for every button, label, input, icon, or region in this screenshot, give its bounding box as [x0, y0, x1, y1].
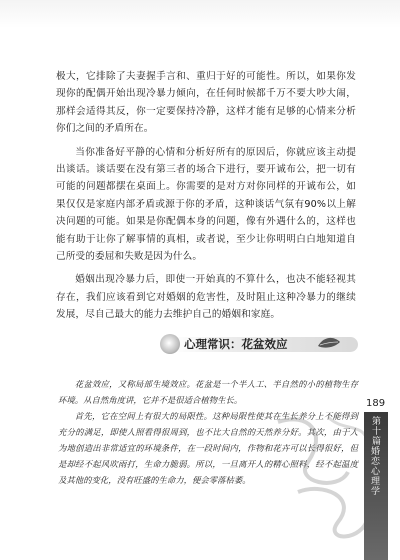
main-text: [56, 68, 356, 330]
sidebar-chapter: 第十篇: [370, 416, 380, 446]
box-paragraph: 花盆效应，又称局部生境效应。花盆是一个半人工、半自然的小的植物生存环境。从自然角度讲，它并不是很适合植物生长。: [58, 379, 358, 405]
banner-label-text: 心理常识：: [184, 337, 242, 351]
page-top-shade: [0, 0, 400, 28]
page-number: 189: [366, 398, 386, 409]
banner-circle-icon: [160, 334, 180, 354]
chapter-sidebar: [364, 412, 388, 560]
paragraph: 婚姻出现冷暴力后，即使一开始真的不算什么，也决不能轻视其存在，我们应该看到它对婚姻的危害性，及时阻止这种冷暴力的继续发展，尽自己最大的能力去维护自己的婚姻和家庭。: [56, 274, 356, 321]
brush-watermark-icon: [268, 402, 378, 552]
banner-title: [184, 336, 288, 352]
sidebar-title: 婚恋心理学: [369, 446, 379, 496]
paragraph: 极大，它排除了夫妻握手言和、重归于好的可能性。所以，如果你发现你的配偶开始出现冷暴力倾向，在任何时候都千万不要大吵大闹，那样会适得其反，你一定要保持冷静，这样才能有足够的心情来分析你们之间的矛盾所在。: [56, 71, 356, 135]
paragraph: 当你准备好平静的心情和分析好所有的原因后，你就应该主动提出谈话。谈话要在没有第三者的场合下进行，要开诚布公，把一切有可能的问题都摆在桌面上。你需要的是对方对你同样的开诚布公，如果仅仅是家庭内部矛盾或源于你的矛盾，这种谈话气氛有90%以上解决问题的可能。如果是你配偶本身的问题，像有外遇什么的，这样也能有助于让你了解事情的真相，或者说，至少让你明明白白地知道自己所受的委屈和失败是因为什么。: [56, 146, 356, 263]
banner-topic-text: 花盆效应: [241, 337, 288, 351]
leaf-icon: [316, 336, 342, 350]
section-banner: [160, 334, 360, 354]
box-paragraph: 首先，它在空间上有很大的局限性。这种局限性使其在生长养分上不能得到充分的满足，即使人照看得很周到，也不比大自然的天然养分好。其次，由于人为地创造出非常适宜的环境条件，在一段时间内，作物和花卉可以长得很好，但是却经不起风吹雨打，生命力脆弱。所以，一旦离开人的精心照料，经不起温度及其他的变化，没有旺盛的生命力，便会零落枯萎。: [58, 411, 358, 485]
